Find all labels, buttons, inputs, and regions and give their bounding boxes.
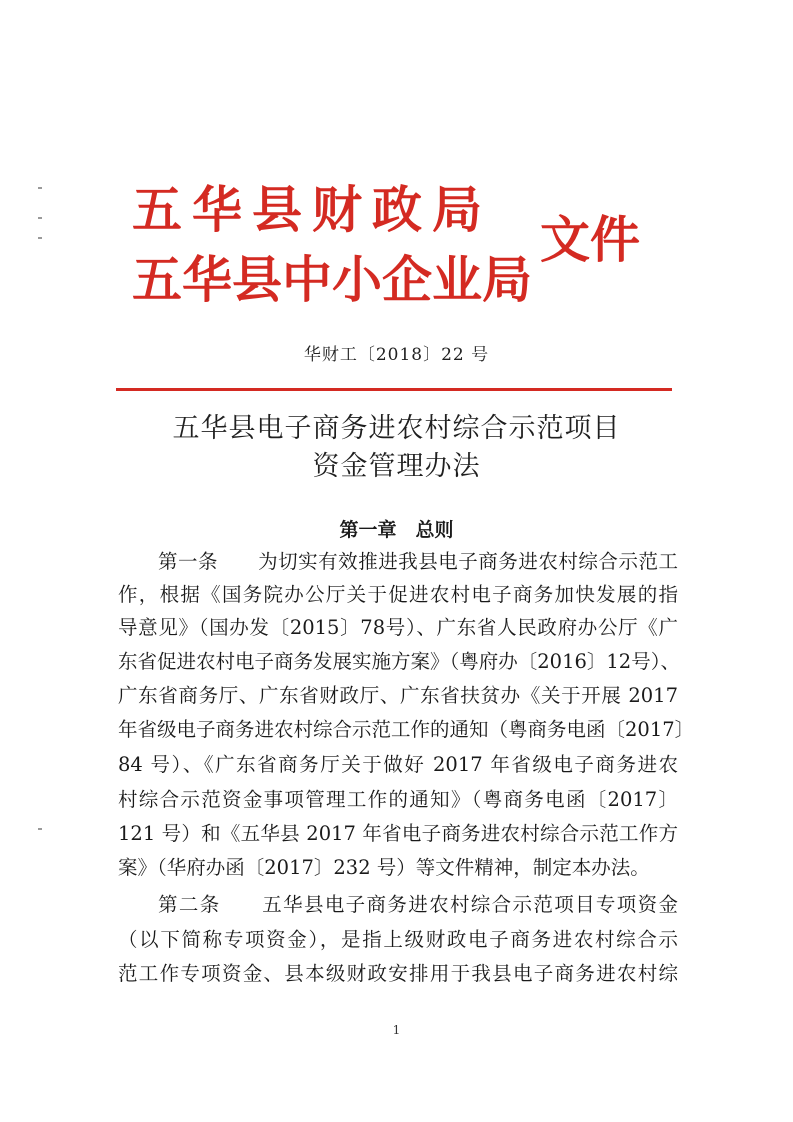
document-title-line-1: 五华县电子商务进农村综合示范项目 (172, 413, 621, 444)
chapter-heading: 第一章 总则 (339, 519, 454, 541)
article-1-line: 121 号）和《五华县 2017 年省电子商务进农村综合示范工作方 (118, 822, 678, 845)
article-1-line: 东省促进农村电子商务发展实施方案》（粤府办〔2016〕12号）、 (118, 650, 680, 673)
article-2-line: 范工作专项资金、县本级财政安排用于我县电子商务进农村综 (118, 962, 678, 985)
article-2-line: （以下简称专项资金），是指上级财政电子商务进农村综合示 (118, 928, 678, 951)
article-1-line: 作，根据《国务院办公厅关于促进农村电子商务加快发展的指 (118, 583, 678, 606)
article-1-line: 广东省商务厅、广东省财政厅、广东省扶贫办《关于开展 2017 (118, 684, 678, 707)
article-1-line: 导意见》（国办发〔2015〕78号）、广东省人民政府办公厅《广 (118, 616, 678, 639)
article-2-line: 第二条 五华县电子商务进农村综合示范项目专项资金 (158, 893, 678, 916)
scan-artifact (38, 828, 42, 830)
issuer-line-2: 五华县中小企业局 (132, 251, 532, 309)
red-separator-rule (116, 388, 672, 391)
scan-artifact (38, 187, 42, 189)
article-1-line: 案》（华府办函〔2017〕232 号）等文件精神，制定本办法。 (118, 856, 650, 879)
document-number: 华财工〔2018〕22 号 (303, 345, 490, 365)
article-1-line: 年省级电子商务进农村综合示范工作的通知（粤商务电函〔2017〕 (118, 718, 695, 741)
article-1-line: 84 号）、《广东省商务厅关于做好 2017 年省级电子商务进农 (118, 753, 678, 776)
article-1-line: 村综合示范资金事项管理工作的通知》（粤商务电函〔2017〕 (118, 788, 678, 811)
scan-artifact (38, 237, 42, 239)
issuer-line-1: 五华县财政局 (132, 181, 492, 239)
article-1-line: 第一条 为切实有效推进我县电子商务进农村综合示范工 (158, 550, 678, 573)
document-type-label: 文件 (540, 211, 640, 269)
scan-artifact (38, 217, 42, 219)
page-number: 1 (392, 1023, 401, 1037)
document-title-line-2: 资金管理办法 (312, 451, 481, 482)
